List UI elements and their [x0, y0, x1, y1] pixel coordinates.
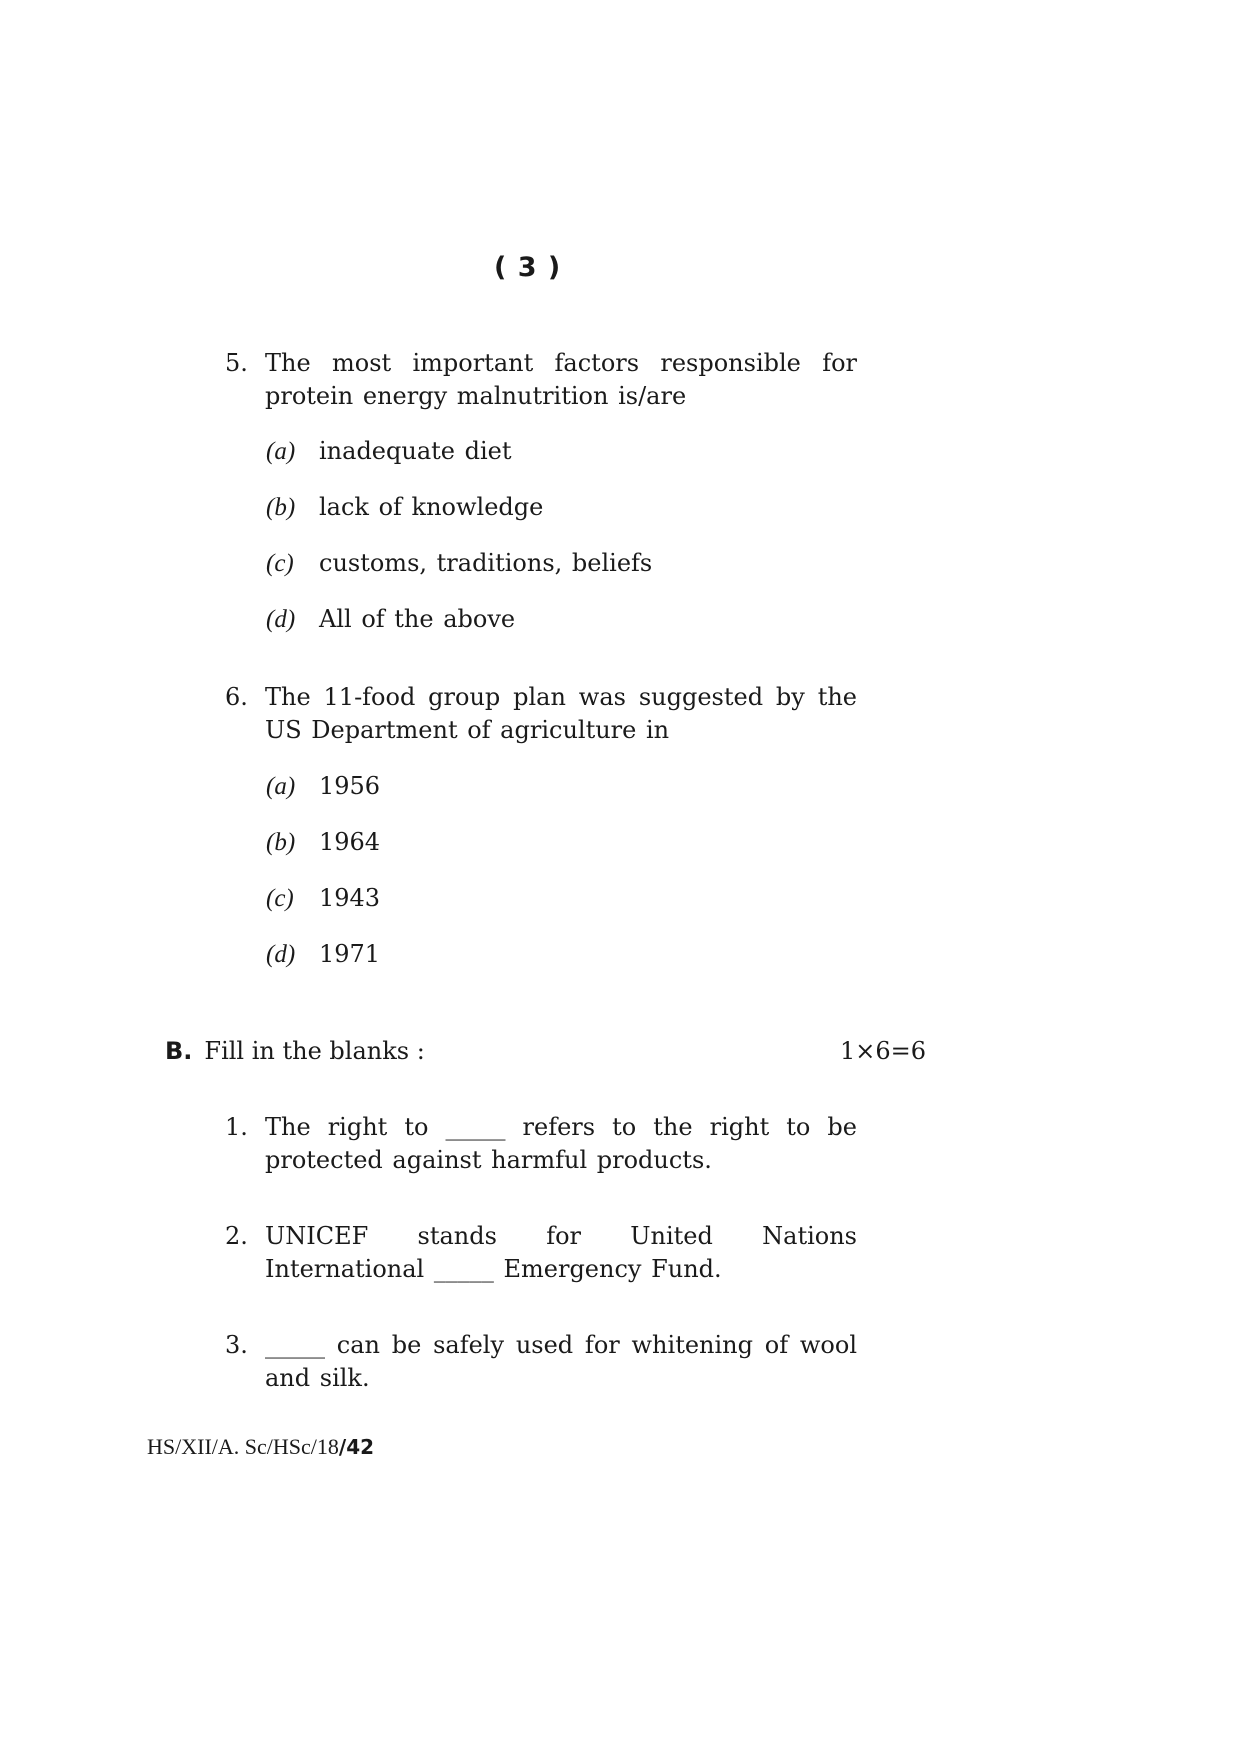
question-number: 1.: [225, 1113, 248, 1141]
question-number: 2.: [225, 1222, 248, 1250]
paper-code-prefix: HS/XII/A. Sc/HSc/18: [147, 1434, 339, 1459]
fill-blank-1: [225, 1111, 857, 1177]
question-text: The right to _____ refers to the right to be protected against harmful products.: [265, 1113, 857, 1174]
option-6b: [266, 827, 380, 858]
option-text: 1964: [319, 828, 381, 856]
option-text: All of the above: [319, 605, 516, 633]
section-letter: B.: [165, 1037, 193, 1065]
option-text: customs, traditions, beliefs: [319, 549, 653, 577]
question-number: 3.: [225, 1331, 248, 1359]
question-text: UNICEF stands for United Nations International _____ Emergency Fund.: [265, 1222, 857, 1283]
option-5c: [266, 548, 652, 579]
question-text: The 11-food group plan was suggested by the US Department of agriculture in: [265, 683, 857, 744]
question-6: [225, 681, 857, 747]
section-marks: 1×6=6: [840, 1037, 927, 1065]
option-5d: [266, 604, 515, 635]
option-label: (a): [266, 773, 296, 800]
option-6d: [266, 939, 380, 970]
option-5a: [266, 436, 512, 467]
page-number: ( 3 ): [494, 252, 562, 283]
option-text: 1971: [319, 940, 381, 968]
fill-blank-3: [225, 1329, 857, 1395]
option-label: (c): [266, 550, 294, 577]
option-text: 1943: [319, 884, 381, 912]
option-label: (a): [266, 438, 296, 465]
fill-blank-2: [225, 1220, 857, 1286]
option-6a: [266, 771, 380, 802]
question-text: The most important factors responsible for protein energy malnutrition is/are: [265, 349, 857, 410]
option-label: (c): [266, 885, 294, 912]
section-title: Fill in the blanks :: [204, 1037, 425, 1065]
option-label: (d): [266, 606, 296, 633]
option-label: (d): [266, 941, 296, 968]
question-text: _____ can be safely used for whitening of wool and silk.: [265, 1331, 857, 1392]
option-text: 1956: [319, 772, 381, 800]
option-text: inadequate diet: [319, 437, 512, 465]
option-label: (b): [266, 494, 296, 521]
paper-code-suffix: /42: [338, 1435, 375, 1459]
option-5b: [266, 492, 543, 523]
question-5: [225, 347, 857, 413]
option-label: (b): [266, 829, 296, 856]
option-text: lack of knowledge: [319, 493, 544, 521]
question-number: 5.: [225, 349, 248, 377]
question-number: 6.: [225, 683, 248, 711]
option-6c: [266, 883, 380, 914]
paper-code: [147, 1434, 374, 1460]
section-b-heading: [165, 1036, 425, 1066]
